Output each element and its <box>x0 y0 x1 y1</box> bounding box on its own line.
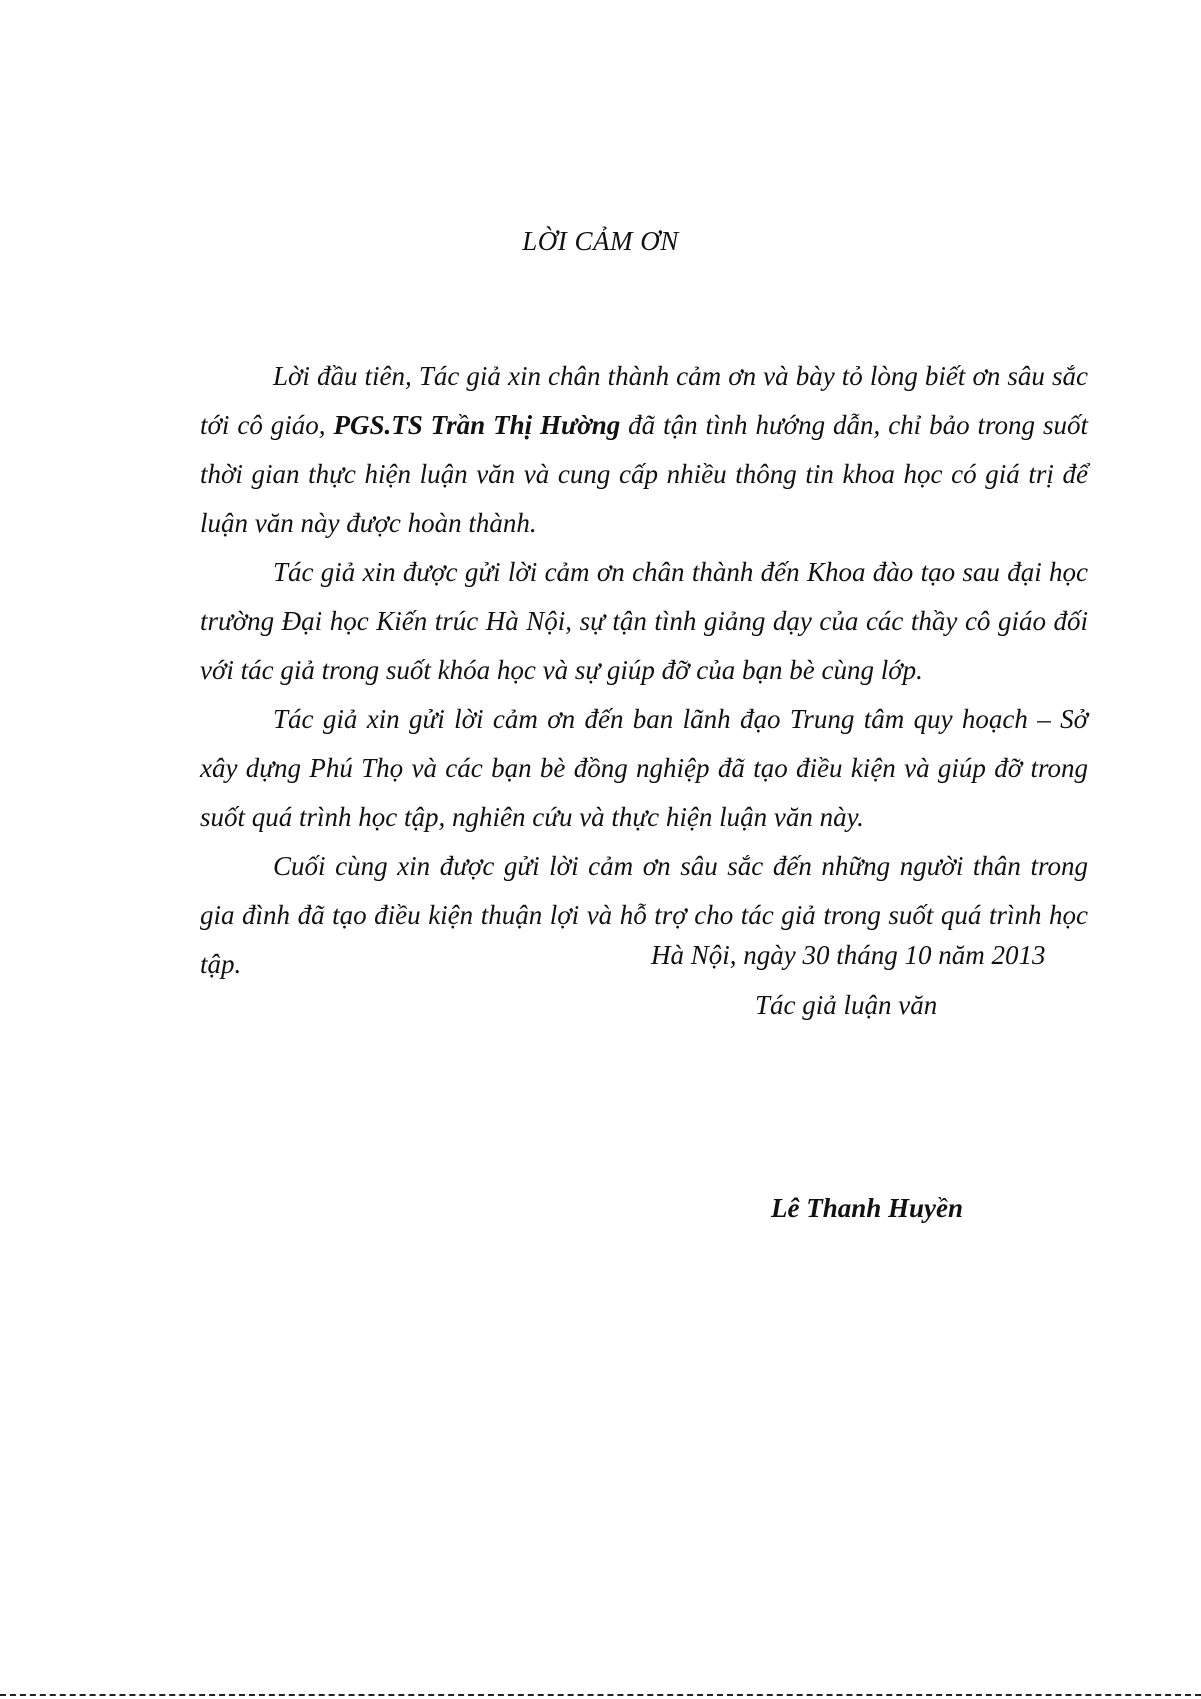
paragraph-2: Tác giả xin được gửi lời cảm ơn chân thành đến Khoa đào tạo sau đại học trường Đại học Kiến trúc Hà Nội, sự tận tình giảng dạy của các thầy cô giáo đối với tác giả trong suốt khóa học và sự giúp đỡ của bạn bè cùng lớp. <box>200 557 1088 685</box>
author-name: Lê Thanh Huyền <box>771 1193 964 1223</box>
paragraph-4: Cuối cùng xin được gửi lời cảm ơn sâu sắc đến những người thân trong gia đình đã tạo điều kiện thuận lợi và hỗ trợ cho tác giả trong suốt quá trình học tập. <box>200 851 1088 979</box>
place-date: Hà Nội, ngày 30 tháng 10 năm 2013 <box>651 940 1046 970</box>
paragraph-1-before: Lời đầu tiên, Tác giả xin chân thành cảm ơn và bày tỏ lòng biết ơn sâu sắc tới cô giáo, <box>200 361 1088 440</box>
acknowledgement-body <box>200 352 1088 989</box>
page-bottom-rule <box>0 1694 1201 1696</box>
author-role: Tác giả luận văn <box>755 990 938 1020</box>
paragraph-1-after: đã tận tình hướng dẫn, chỉ bảo trong suốt thời gian thực hiện luận văn và cung cấp nhiều thông tin khoa học có giá trị để luận văn này được hoàn thành. <box>200 410 1088 538</box>
page-title: LỜI CẢM ƠN <box>522 226 679 256</box>
advisor-name: PGS.TS Trần Thị Hường <box>333 410 621 440</box>
paragraph-1 <box>200 352 1088 548</box>
paragraph-3: Tác giả xin gửi lời cảm ơn đến ban lãnh đạo Trung tâm quy hoạch – Sở xây dựng Phú Thọ và các bạn bè đồng nghiệp đã tạo điều kiện và giúp đỡ trong suốt quá trình học tập, nghiên cứu và thực hiện luận văn này. <box>200 704 1088 832</box>
